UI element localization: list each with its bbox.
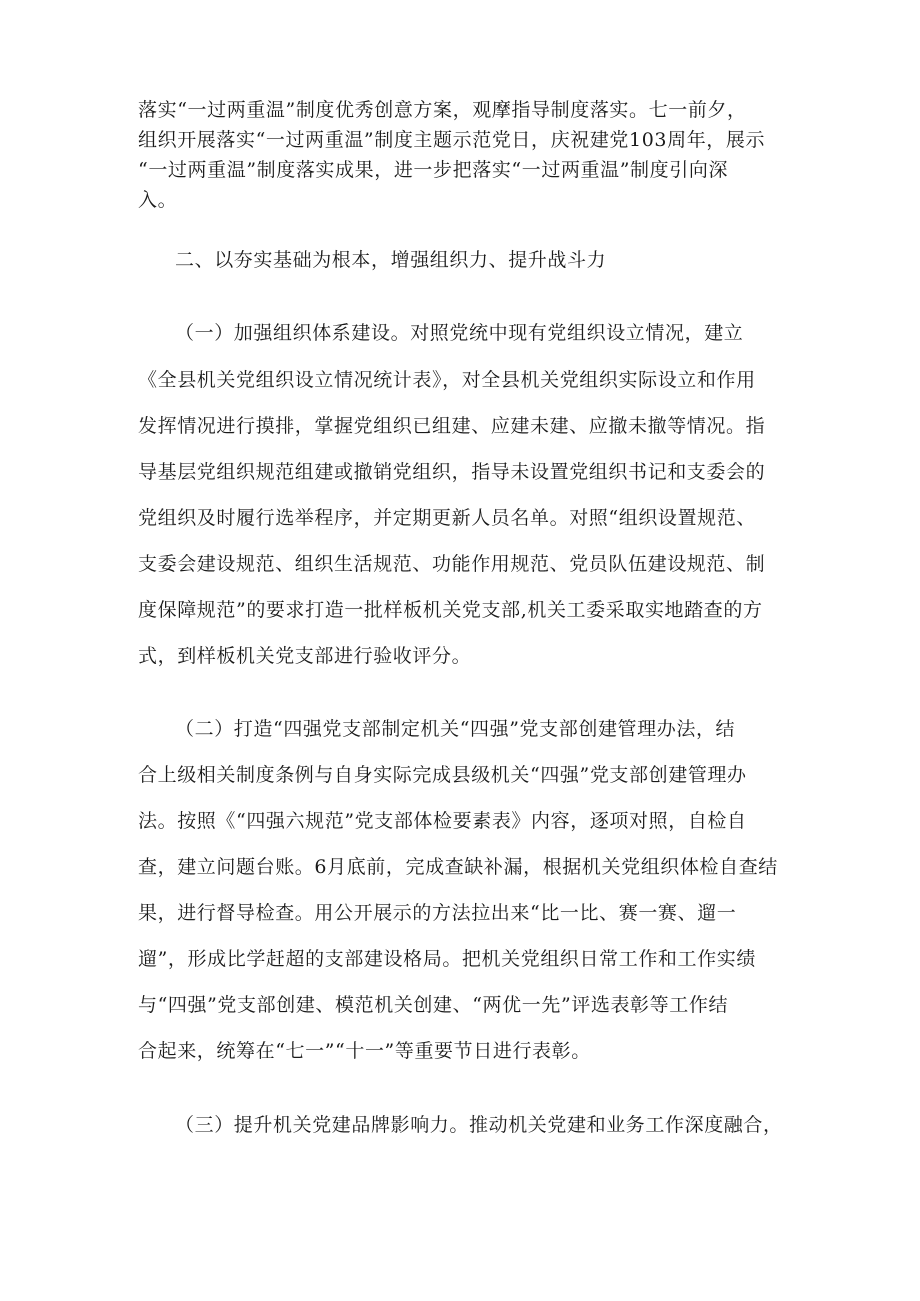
text-line: 合起来，统筹在“七一”“十一”等重要节日进行表彰。 bbox=[138, 1040, 591, 1062]
text-line: 合上级相关制度条例与自身实际完成县级机关“四强”党支部创建管理办 bbox=[138, 764, 747, 786]
text-line: 查，建立问题台账。6月底前，完成查缺补漏，根据机关党组织体检自查结 bbox=[138, 856, 778, 878]
text-line: 落实“一过两重温”制度优秀创意方案，观摩指导制度落实。七一前夕， bbox=[138, 99, 747, 121]
text-line: （二）打造“四强党支部制定机关“四强”党支部创建管理办法，结 bbox=[175, 718, 736, 740]
text-line: （三）提升机关党建品牌影响力。推动机关党建和业务工作深度融合， bbox=[175, 1114, 783, 1136]
text-line: （一）加强组织体系建设。对照党统中现有党组织设立情况，建立 bbox=[175, 322, 744, 344]
text-line: 党组织及时履行选举程序，并定期更新人员名单。对照“组织设置规范、 bbox=[138, 507, 756, 529]
text-line: 入。 bbox=[138, 189, 178, 211]
text-line: 发挥情况进行摸排，掌握党组织已组建、应建未建、应撤未撤等情况。指 bbox=[138, 415, 766, 437]
text-line: 导基层党组织规范组建或撤销党组织，指导未设置党组织书记和支委会的 bbox=[138, 461, 766, 483]
text-line: 与“四强”党支部创建、模范机关创建、“两优一先”评选表彰等工作结 bbox=[138, 994, 729, 1016]
text-line: 组织开展落实“一过两重温”制度主题示范党日，庆祝建党103周年，展示 bbox=[138, 129, 766, 151]
text-line: 法。按照《“四强六规范”党支部体检要素表》内容，逐项对照，自检自 bbox=[138, 810, 747, 832]
text-line: 《全县机关党组织设立情况统计表》，对全县机关党组织实际设立和作用 bbox=[138, 369, 756, 391]
text-line: 果，进行督导检查。用公开展示的方法拉出来“比一比、赛一赛、遛一 bbox=[138, 902, 737, 924]
text-line: 度保障规范”的要求打造一批样板机关党支部,机关工委采取实地踏查的方 bbox=[138, 599, 763, 621]
text-line: 遛”，形成比学赶超的支部建设格局。把机关党组织日常工作和工作实绩 bbox=[138, 948, 756, 970]
text-line: 支委会建设规范、组织生活规范、功能作用规范、党员队伍建设规范、制 bbox=[138, 553, 766, 575]
text-line: 式，到样板机关党支部进行验收评分。 bbox=[138, 645, 472, 667]
heading-text: 二、以夯实基础为根本，增强组织力、提升战斗力 bbox=[175, 249, 607, 271]
text-line: “一过两重温”制度落实成果，进一步把落实“一过两重温”制度引向深 bbox=[138, 159, 729, 181]
